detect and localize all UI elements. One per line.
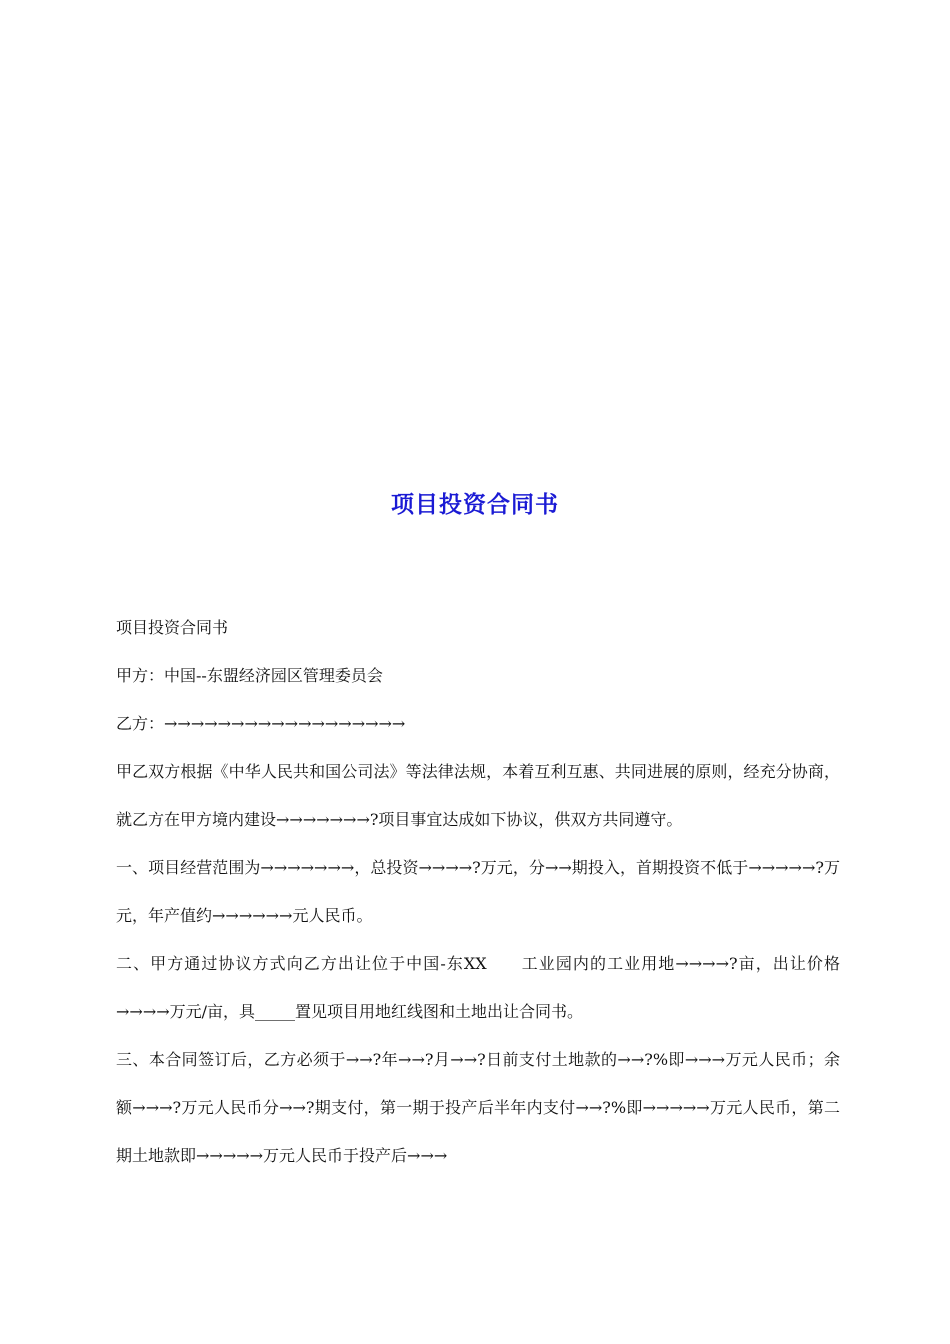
document-body [116, 604, 840, 1180]
clause-two-part2: 工业园内的工业用地→→→→?亩，出让价格→→→→万元/亩，具_____置见项目用地红线图和土地出让合同书。 [116, 954, 840, 1021]
paragraph-clause-three: 三、本合同签订后，乙方必须于→→?年→→?月→→?日前支付土地款的→→?%即→→→万元人民币；余额→→→?万元人民币分→→?期支付，第一期于投产后半年内支付→→?%即→→→→→万元人民币，第二期土地款即→→→→→万元人民币于投产后→→→ [116, 1050, 840, 1165]
paragraph-clause-two [116, 940, 840, 1036]
paragraph-heading: 项目投资合同书 [116, 618, 229, 637]
paragraph-clause-one: 一、项目经营范围为→→→→→→→，总投资→→→→?万元，分→→期投入，首期投资不低于→→→→→?万元，年产值约→→→→→→元人民币。 [116, 858, 840, 925]
document-title: 项目投资合同书 [391, 492, 559, 518]
paragraph-party-a: 甲方：中国--东盟经济园区管理委员会 [116, 666, 383, 685]
paragraph-party-b: 乙方：→→→→→→→→→→→→→→→→→→ [116, 714, 406, 733]
clause-two-part1: 二、甲方通过协议方式向乙方出让位于中国-东XX [116, 954, 487, 973]
paragraph-preamble: 甲乙双方根据《中华人民共和国公司法》等法律法规，本着互利互惠、共同进展的原则，经充分协商，就乙方在甲方境内建设→→→→→→→?项目事宜达成如下协议，供双方共同遵守。 [116, 762, 840, 829]
